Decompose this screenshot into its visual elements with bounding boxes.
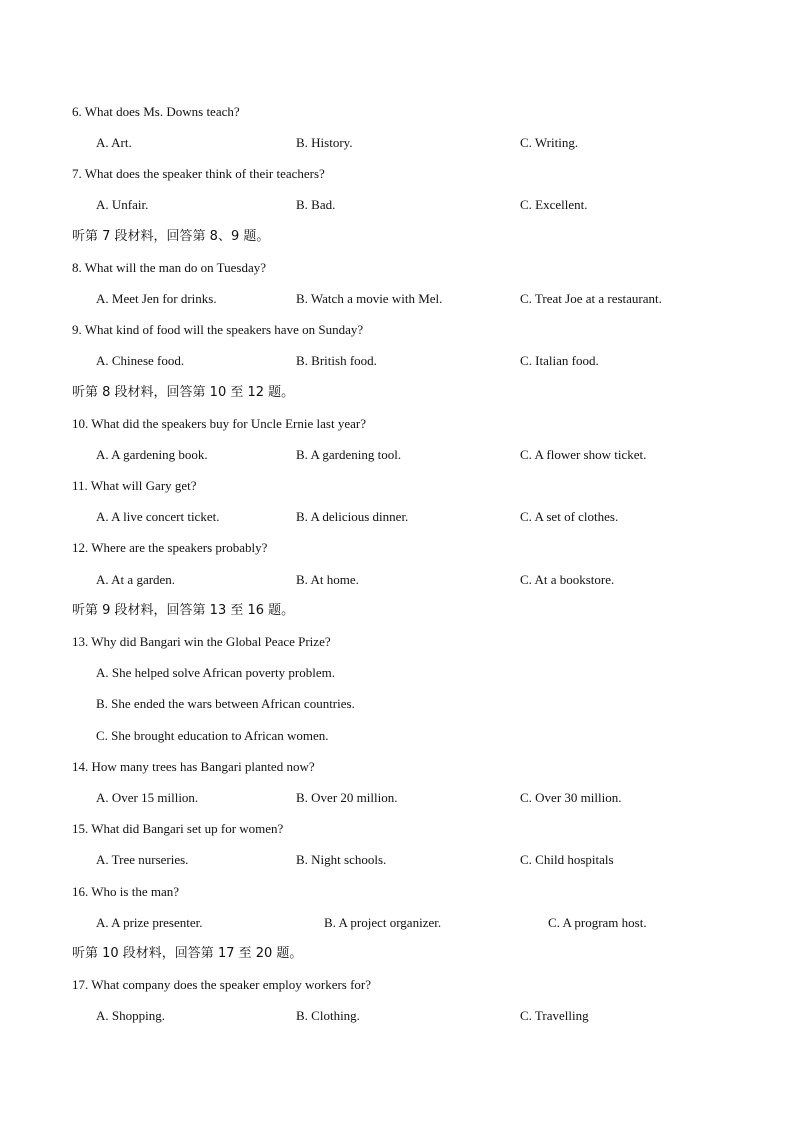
section-10-heading <box>0 945 794 963</box>
options-10 <box>0 446 794 464</box>
option-b: B. British food. <box>296 353 377 368</box>
options-7 <box>0 196 794 214</box>
question-text: 13. Why did Bangari win the Global Peace Prize? <box>72 634 331 649</box>
options-14 <box>0 789 794 807</box>
question-17 <box>0 976 794 994</box>
option-c: C. A program host. <box>548 915 647 930</box>
question-7 <box>0 165 794 183</box>
options-11 <box>0 508 794 526</box>
option-a: A. Tree nurseries. <box>96 852 189 867</box>
option-a: A. Chinese food. <box>96 353 185 368</box>
option-b: B. Bad. <box>296 197 336 212</box>
section-7-heading <box>0 228 794 246</box>
option-c: C. She brought education to African women. <box>96 728 329 743</box>
option-b: B. She ended the wars between African countries. <box>96 696 355 711</box>
option-b: B. A delicious dinner. <box>296 509 409 524</box>
question-text: 7. What does the speaker think of their teachers? <box>72 166 325 181</box>
option-a: A. Shopping. <box>96 1008 165 1023</box>
question-6 <box>0 103 794 121</box>
question-text: 10. What did the speakers buy for Uncle Ernie last year? <box>72 416 366 431</box>
question-text: 12. Where are the speakers probably? <box>72 540 268 555</box>
options-6 <box>0 134 794 152</box>
option-b: B. At home. <box>296 572 359 587</box>
option-13c-row <box>0 727 794 745</box>
question-text: 11. What will Gary get? <box>72 478 197 493</box>
option-b: B. Over 20 million. <box>296 790 398 805</box>
options-9 <box>0 352 794 370</box>
option-c: C. Travelling <box>520 1008 589 1023</box>
question-text: 16. Who is the man? <box>72 884 179 899</box>
question-text: 17. What company does the speaker employ workers for? <box>72 977 372 992</box>
section-instruction: 听第 10 段材料，回答第 17 至 20 题。 <box>72 946 303 961</box>
option-c: C. A set of clothes. <box>520 509 619 524</box>
options-15 <box>0 851 794 869</box>
section-8-heading <box>0 384 794 402</box>
question-15 <box>0 820 794 838</box>
option-a: A. Unfair. <box>96 197 149 212</box>
question-9 <box>0 321 794 339</box>
question-text: 14. How many trees has Bangari planted now? <box>72 759 315 774</box>
options-16 <box>0 914 794 932</box>
option-c: C. Excellent. <box>520 197 588 212</box>
question-10 <box>0 415 794 433</box>
question-8 <box>0 259 794 277</box>
option-13b-row <box>0 695 794 713</box>
question-text: 15. What did Bangari set up for women? <box>72 821 284 836</box>
option-c: C. At a bookstore. <box>520 572 615 587</box>
section-instruction: 听第 7 段材料，回答第 8、9 题。 <box>72 229 270 244</box>
option-c: C. Treat Joe at a restaurant. <box>520 291 662 306</box>
question-text: 8. What will the man do on Tuesday? <box>72 260 267 275</box>
option-c: C. Child hospitals <box>520 852 614 867</box>
option-a: A. A live concert ticket. <box>96 509 220 524</box>
option-c: C. A flower show ticket. <box>520 447 647 462</box>
option-a: A. Meet Jen for drinks. <box>96 291 217 306</box>
option-a: A. She helped solve African poverty problem. <box>96 665 335 680</box>
option-b: B. Night schools. <box>296 852 387 867</box>
option-b: B. History. <box>296 135 353 150</box>
option-c: C. Writing. <box>520 135 579 150</box>
options-12 <box>0 571 794 589</box>
option-b: B. Watch a movie with Mel. <box>296 291 443 306</box>
question-text: 6. What does Ms. Downs teach? <box>72 104 240 119</box>
question-11 <box>0 477 794 495</box>
option-b: B. A project organizer. <box>324 915 442 930</box>
option-b: B. A gardening tool. <box>296 447 402 462</box>
question-14 <box>0 758 794 776</box>
option-a: A. At a garden. <box>96 572 176 587</box>
section-instruction: 听第 8 段材料，回答第 10 至 12 题。 <box>72 385 295 400</box>
option-a: A. A gardening book. <box>96 447 208 462</box>
option-a: A. Art. <box>96 135 132 150</box>
option-a: A. Over 15 million. <box>96 790 199 805</box>
option-b: B. Clothing. <box>296 1008 360 1023</box>
option-13a-row <box>0 664 794 682</box>
option-a: A. A prize presenter. <box>96 915 203 930</box>
section-9-heading <box>0 602 794 620</box>
options-8 <box>0 290 794 308</box>
option-c: C. Italian food. <box>520 353 599 368</box>
section-instruction: 听第 9 段材料，回答第 13 至 16 题。 <box>72 603 295 618</box>
question-text: 9. What kind of food will the speakers have on Sunday? <box>72 322 364 337</box>
options-17 <box>0 1007 794 1025</box>
question-13 <box>0 633 794 651</box>
question-16 <box>0 883 794 901</box>
option-c: C. Over 30 million. <box>520 790 622 805</box>
question-12 <box>0 539 794 557</box>
